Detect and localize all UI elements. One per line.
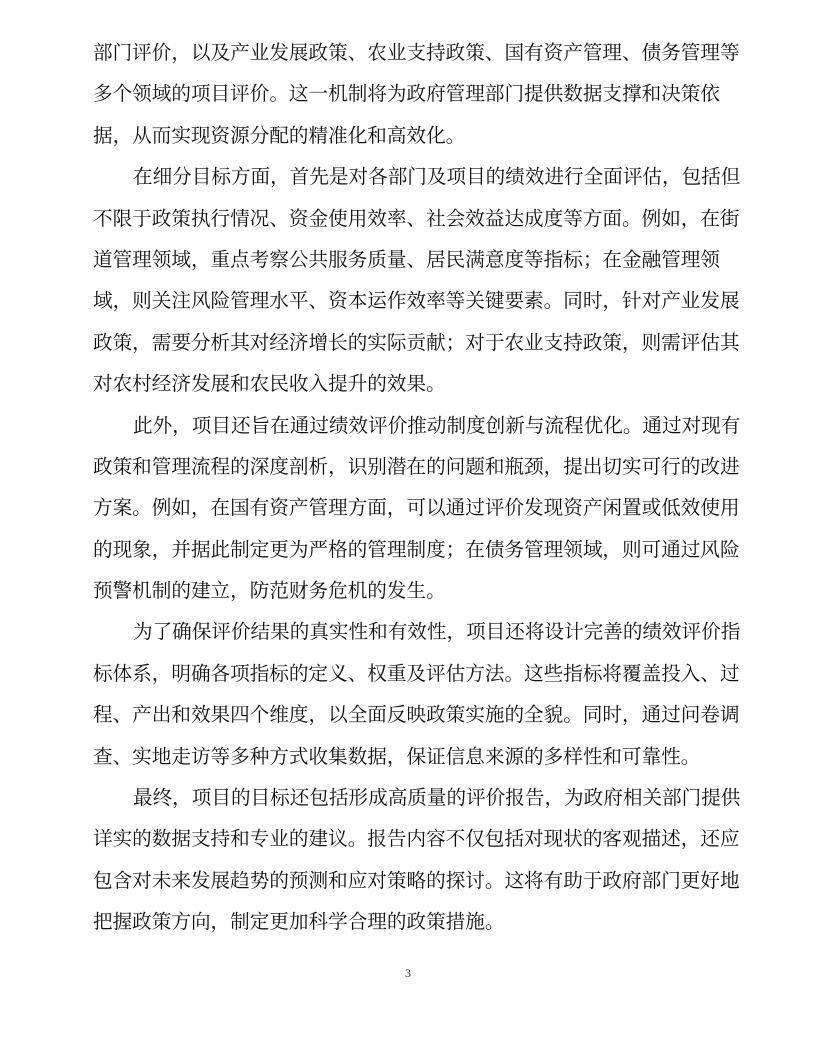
text-line: 不限于政策执行情况、资金使用效率、社会效益达成度等方面。例如，在街 [93, 206, 740, 230]
text-line: 对农村经济发展和农民收入提升的效果。 [93, 372, 446, 396]
paragraph [93, 32, 740, 156]
text-line: 域，则关注风险管理水平、资本运作效率等关键要素。同时，针对产业发展 [93, 289, 740, 313]
text-line: 程、产出和效果四个维度，以全面反映政策实施的全貌。同时，通过问卷调 [93, 703, 740, 727]
text-line: 道管理领域，重点考察公共服务质量、居民满意度等指标；在金融管理领 [93, 247, 720, 271]
text-line: 此外，项目还旨在通过绩效评价推动制度创新与流程优化。通过对现有 [133, 413, 741, 437]
paragraph [93, 156, 741, 404]
text-line: 最终，项目的目标还包括形成高质量的评价报告，为政府相关部门提供 [133, 786, 741, 810]
paragraph [93, 405, 741, 612]
page-number: 3 [405, 966, 411, 980]
text-line: 把握政策方向，制定更加科学合理的政策措施。 [93, 910, 505, 934]
text-line: 多个领域的项目评价。这一机制将为政府管理部门提供数据支撑和决策依 [93, 82, 720, 106]
paragraph [93, 777, 741, 943]
text-line: 在细分目标方面，首先是对各部门及项目的绩效进行全面评估，包括但 [133, 165, 741, 189]
text-line: 为了确保评价结果的真实性和有效性，项目还将设计完善的绩效评价指 [133, 620, 741, 644]
text-line: 包含对未来发展趋势的预测和应对策略的探讨。这将有助于政府部门更好地 [93, 868, 740, 892]
text-line: 详实的数据支持和专业的建议。报告内容不仅包括对现状的客观描述，还应 [93, 827, 740, 851]
text-line: 政策和管理流程的深度剖析，识别潜在的问题和瓶颈，提出切实可行的改进 [93, 454, 740, 478]
text-line: 政策，需要分析其对经济增长的实际贡献；对于农业支持政策，则需评估其 [93, 330, 740, 354]
text-line: 查、实地走访等多种方式收集数据，保证信息来源的多样性和可靠性。 [93, 744, 701, 768]
paragraph [93, 611, 741, 777]
document-body [93, 32, 741, 943]
text-line: 的现象，并据此制定更为严格的管理制度；在债务管理领域，则可通过风险 [93, 537, 740, 561]
text-line: 据，从而实现资源分配的精准化和高效化。 [93, 123, 466, 147]
text-line: 方案。例如，在国有资产管理方面，可以通过评价发现资产闲置或低效使用 [93, 496, 740, 520]
text-line: 部门评价，以及产业发展政策、农业支持政策、国有资产管理、债务管理等 [93, 41, 740, 64]
text-line: 标体系，明确各项指标的定义、权重及评估方法。这些指标将覆盖投入、过 [93, 661, 740, 685]
text-line: 预警机制的建立，防范财务危机的发生。 [93, 579, 446, 603]
